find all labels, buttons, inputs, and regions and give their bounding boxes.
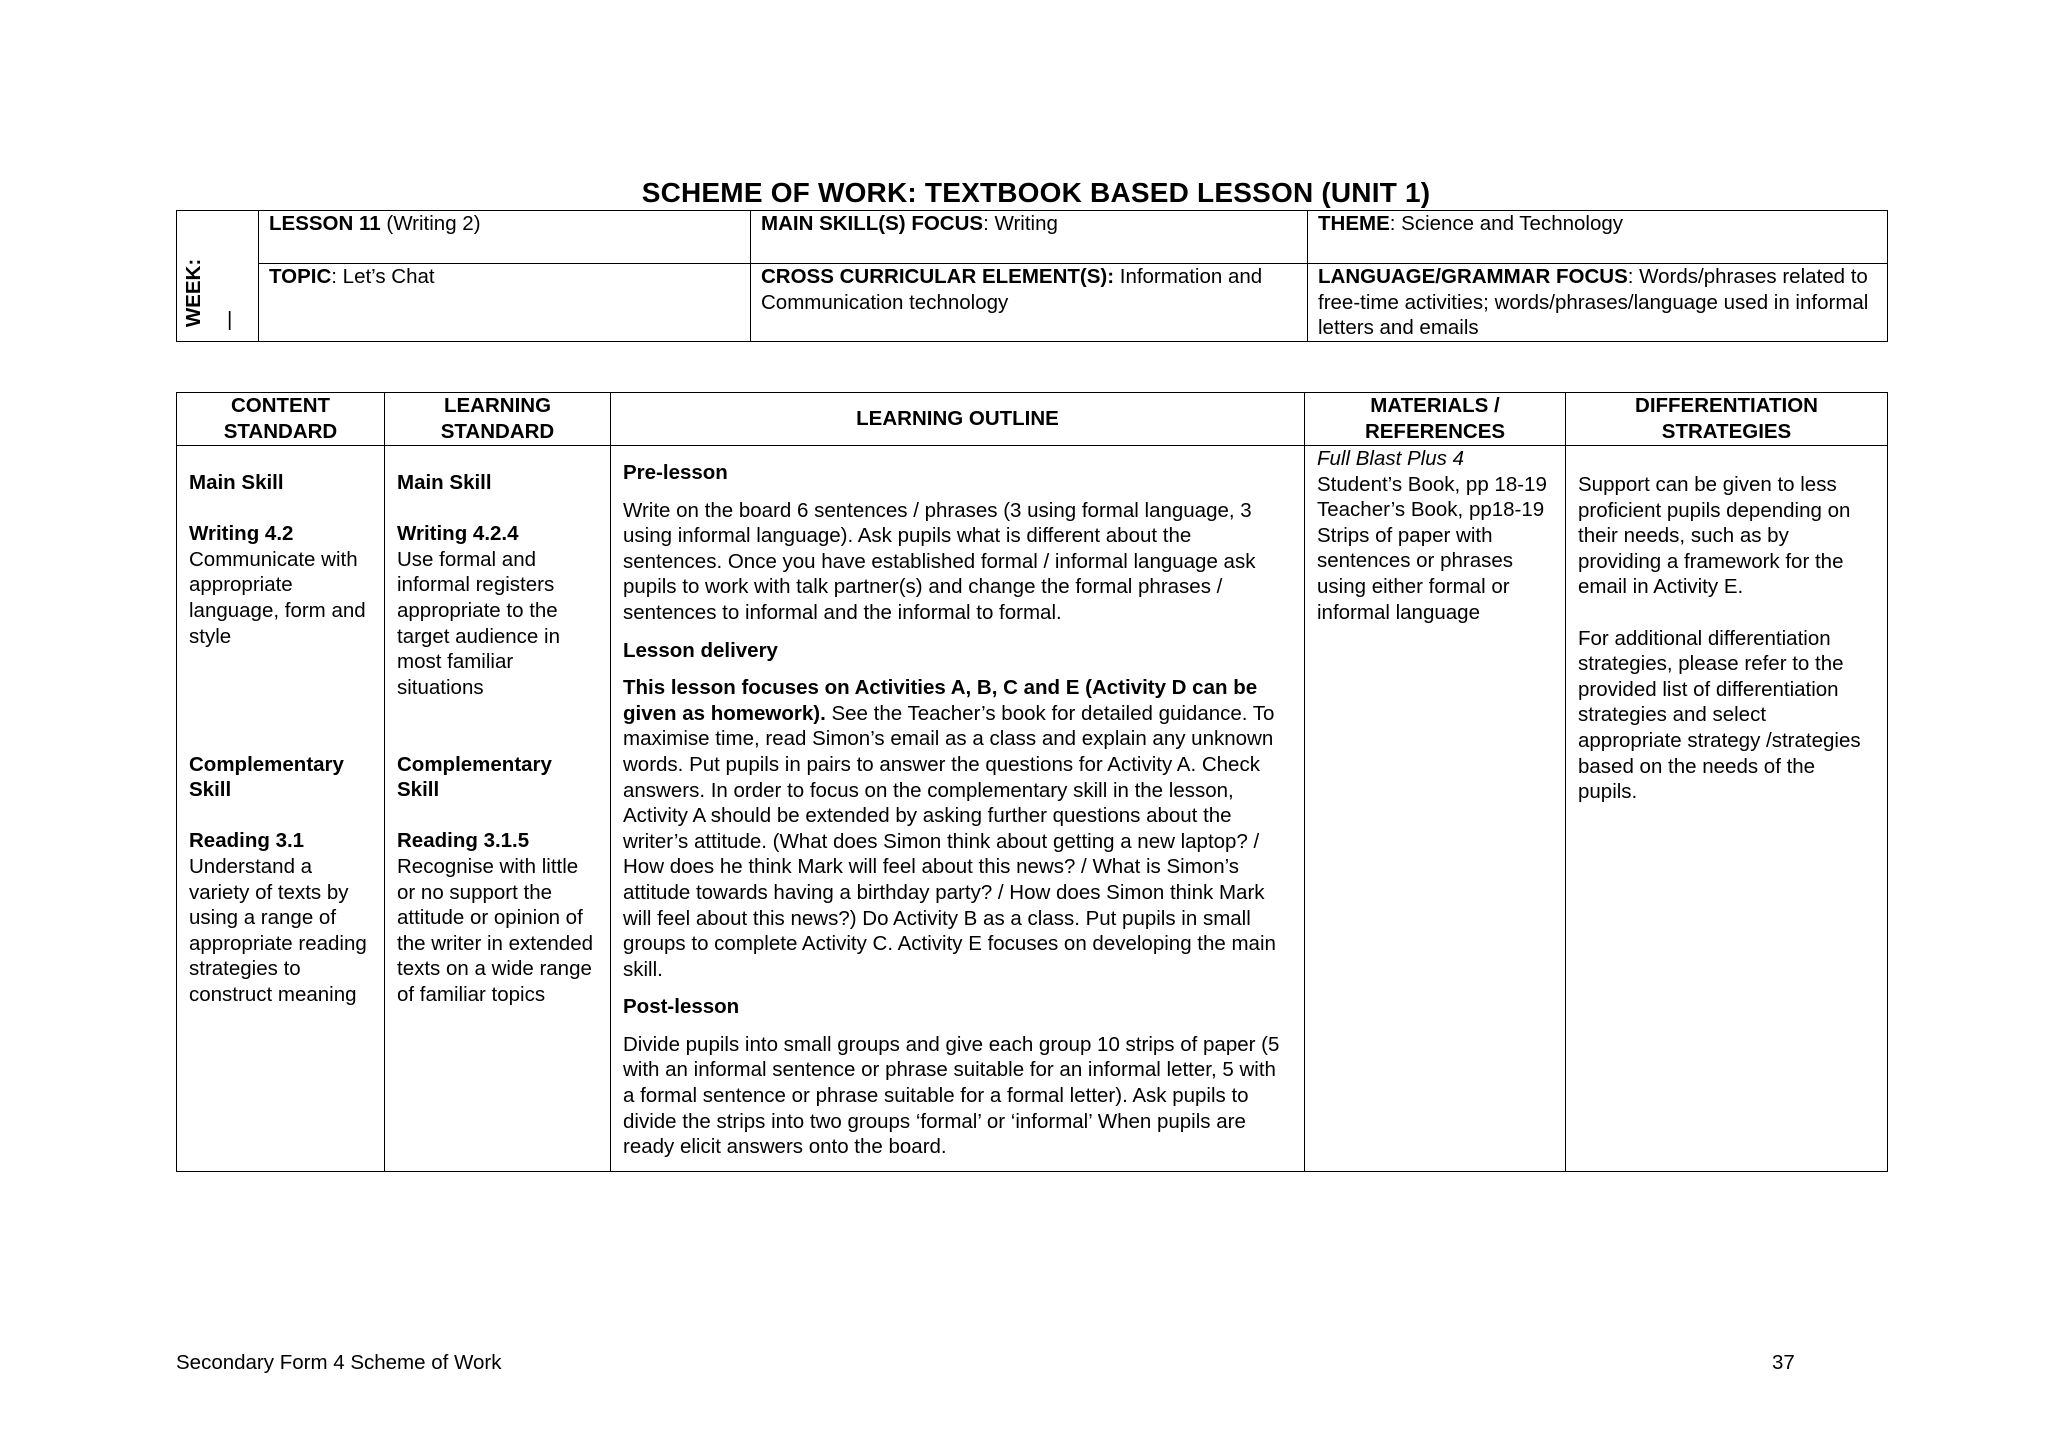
topic-cell xyxy=(259,264,751,342)
page-title: SCHEME OF WORK: TEXTBOOK BASED LESSON (UNIT 1) xyxy=(641,177,1431,208)
cross-curricular-cell xyxy=(751,264,1308,342)
content-main-skill-heading: Main Skill xyxy=(189,471,284,494)
language-focus-cell xyxy=(1308,264,1888,342)
cross-curricular-label: CROSS CURRICULAR ELEMENT(S): xyxy=(761,265,1115,288)
col-header-content-standard: CONTENT STANDARD xyxy=(177,393,385,446)
footer-page-number: 37 xyxy=(1772,1351,1795,1374)
lesson-cell xyxy=(259,211,751,264)
content-main-code: Writing 4.2 xyxy=(189,522,294,546)
pre-lesson-heading: Pre-lesson xyxy=(623,461,728,484)
post-lesson-text: Divide pupils into small groups and give each group 10 strips of paper (5 with an informal sentence or phrase suitable for an informal letter, 5 with a formal sentence or phrase suitable for a formal letter). Ask pupils to divide the strips into two groups ‘formal’ or ‘informal’ When pupils are ready elicit answers onto the board. xyxy=(623,1032,1280,1159)
learning-plan-table xyxy=(176,392,1888,1172)
lesson-value: (Writing 2) xyxy=(380,212,481,235)
materials-cell xyxy=(1305,446,1566,1172)
differentiation-para-1: Support can be given to less proficient pupils depending on their needs, such as by providing a framework for the email in Activity E. xyxy=(1578,473,1851,599)
topic-value: : Let’s Chat xyxy=(331,265,435,288)
materials-teachers-book: Teacher’s Book, pp18-19 xyxy=(1317,498,1545,522)
topic-label: TOPIC xyxy=(269,265,332,288)
lesson-delivery-paragraph xyxy=(623,675,1292,982)
learning-outline-cell xyxy=(611,446,1305,1172)
materials-strips: Strips of paper with sentences or phrases using either formal or informal language xyxy=(1317,523,1514,624)
main-skill-label: MAIN SKILL(S) FOCUS xyxy=(761,212,984,235)
post-lesson-heading: Post-lesson xyxy=(623,995,740,1019)
col-header-learning-standard: LEARNING STANDARD xyxy=(385,393,611,446)
week-cell xyxy=(177,211,259,342)
materials-students-book: Student’s Book, pp 18-19 xyxy=(1317,472,1547,496)
main-skill-cell xyxy=(751,211,1308,264)
content-comp-heading: Complementary Skill xyxy=(189,752,344,802)
lesson-delivery-text: See the Teacher’s book for detailed guidance. To maximise time, read Simon’s email as a class and explain any unknown words. Put pupils in pairs to answer the questions for Activity A. Check answers. In order to focus on the complementary skill in the lesson, Activity A should be extended by asking further questions about the writer’s attitude. (What does Simon think about getting a new laptop? / How does he think Mark will feel about this news? / What is Simon’s attitude towards having a birthday party? / How does Simon think Mark will feel about this news?) Do Activity B as a class. Put pupils in small groups to complete Activity C. Activity E focuses on developing the main skill. xyxy=(623,701,1276,981)
week-label: WEEK: xyxy=(182,258,205,328)
cross-curricular-value: Information and Communication technology xyxy=(761,265,1263,314)
col-header-differentiation: DIFFERENTIATION STRATEGIES xyxy=(1566,393,1888,446)
learning-comp-code: Reading 3.1.5 xyxy=(397,829,530,853)
footer-document-name: Secondary Form 4 Scheme of Work xyxy=(176,1351,502,1374)
language-focus-label: LANGUAGE/GRAMMAR FOCUS xyxy=(1318,265,1628,288)
learning-main-code: Writing 4.2.4 xyxy=(397,522,519,546)
learning-standard-cell xyxy=(385,446,611,1172)
learning-main-skill-heading: Main Skill xyxy=(397,471,492,494)
content-main-text: Communicate with appropriate language, form and style xyxy=(189,547,366,648)
col-header-materials: MATERIALS / REFERENCES xyxy=(1305,393,1566,446)
content-comp-code: Reading 3.1 xyxy=(189,829,305,853)
learning-main-text: Use formal and informal registers appropriate to the target audience in most familiar situations xyxy=(397,547,560,699)
theme-label: THEME xyxy=(1318,212,1390,235)
content-standard-cell xyxy=(177,446,385,1172)
differentiation-cell xyxy=(1566,446,1888,1172)
lesson-label: LESSON 11 xyxy=(269,212,381,235)
differentiation-para-2: For additional differentiation strategies, please refer to the provided list of differentiation strategies and select appropriate strategy /strategies based on the needs of the pupils. xyxy=(1578,626,1861,804)
main-skill-value: : Writing xyxy=(983,212,1058,235)
learning-comp-heading: Complementary Skill xyxy=(397,752,552,802)
lesson-delivery-heading: Lesson delivery xyxy=(623,638,778,662)
lesson-delivery-bold: This lesson focuses on Activities A, B, C and E (Activity D can be given as homework). xyxy=(623,676,1258,725)
lesson-header-table xyxy=(176,210,1888,342)
materials-book-title: Full Blast Plus 4 xyxy=(1317,447,1464,470)
week-value: | xyxy=(227,308,233,331)
col-header-learning-outline: LEARNING OUTLINE xyxy=(611,393,1305,446)
theme-value: : Science and Technology xyxy=(1389,212,1624,235)
content-comp-text: Understand a variety of texts by using a range of appropriate reading strategies to construct meaning xyxy=(189,854,367,1006)
pre-lesson-text: Write on the board 6 sentences / phrases (3 using formal language, 3 using informal language). Ask pupils what is different about the sentences. Once you have established formal / informal language ask pupils to work with talk partner(s) and change the formal phrases / sentences to informal and the informal to formal. xyxy=(623,498,1256,624)
language-focus-value: : Words/phrases related to free-time activities; words/phrases/language used in informal letters and emails xyxy=(1318,265,1869,340)
learning-comp-text: Recognise with little or no support the attitude or opinion of the writer in extended texts on a wide range of familiar topics xyxy=(397,854,594,1006)
theme-cell xyxy=(1308,211,1888,264)
